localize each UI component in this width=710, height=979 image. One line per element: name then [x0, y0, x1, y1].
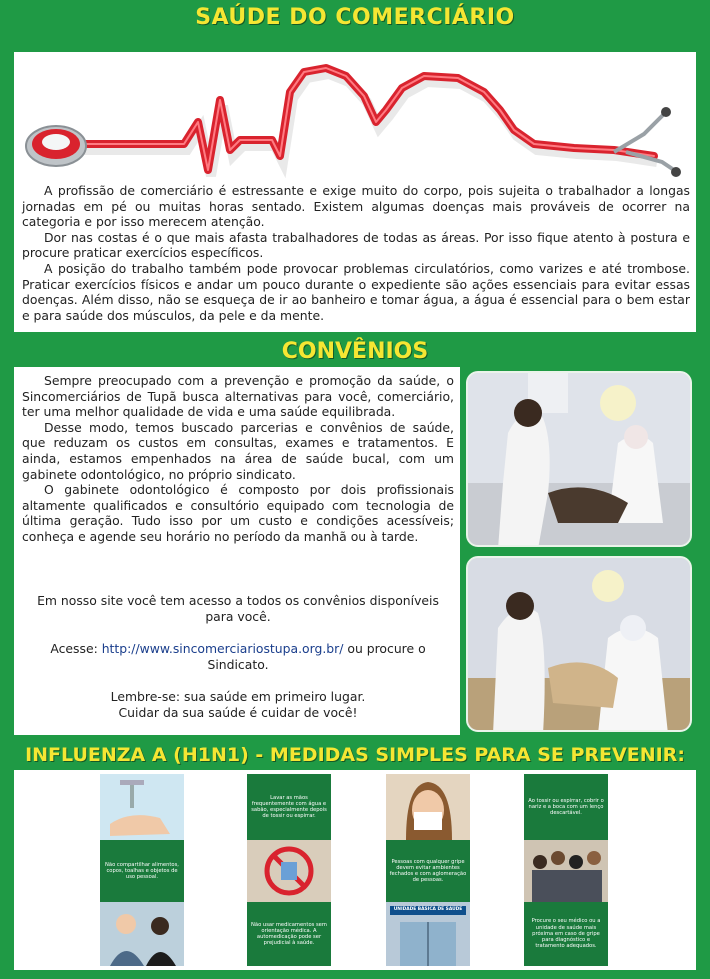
prevention-card	[524, 774, 608, 966]
dental-office-photo-2	[466, 556, 692, 732]
handwashing-sink-image	[100, 774, 184, 840]
section-saude-box	[14, 52, 696, 332]
health-unit-sign: UNIDADE BÁSICA DE SAÚDE	[393, 907, 463, 912]
saude-paragraph: A posição do trabalho também pode provocar problemas circulatórios, como varizes e até trombose. Praticar exercícios físicos e andar um pouco durante o expediente são ações essenciais para evitar essas doenças. Além disso, não se esqueça de ir ao banheiro e tomar água, a água é essencial para o bem estar e para saúde dos músculos, da pele e da mente.	[22, 260, 690, 323]
health-unit-image	[386, 902, 470, 966]
closing-line-2: Cuidar da sua saúde é cuidar de você!	[118, 705, 358, 720]
dental-office-photo-1	[466, 371, 692, 547]
section-title-saude: SAÚDE DO COMERCIÁRIO	[195, 5, 515, 30]
prevention-card	[247, 774, 331, 966]
convenios-text-body	[22, 373, 454, 545]
card-text-bottom: Procure o seu médico ou a unidade de saúde mais próxima em caso de gripe para diagnóstico e tratamento adequados.	[524, 902, 608, 966]
section-title-convenios: CONVÊNIOS	[281, 339, 429, 364]
convenios-paragraph: Sempre preocupado com a prevenção e promoção da saúde, o Sincomerciários de Tupã busca alternativas para você, comerciário, ter uma melhor qualidade de vida e uma saúde equilibrada.	[22, 373, 454, 420]
access-suffix: ou procure o Sindicato.	[207, 641, 426, 672]
section-influenza-box	[14, 770, 696, 970]
section-title-influenza: INFLUENZA A (H1N1) - MEDIDAS SIMPLES PARA SE PREVENIR:	[25, 744, 685, 766]
card-text-bottom: Não compartilhar alimentos, copos, toalhas e objetos de uso pessoal.	[100, 840, 184, 902]
card-text-bottom: Não usar medicamentos sem orientação médica. A automedicação pode ser prejudicial à saúde.	[247, 902, 331, 966]
sneezing-woman-image	[386, 774, 470, 840]
convenios-paragraph: Desse modo, temos buscado parcerias e convênios de saúde, que reduzam os custos em consultas, exames e tratamentos. E ainda, estamos empenhados na área de saúde bucal, com um gabinete odontológico, no próprio sindicato.	[22, 419, 454, 482]
convenios-paragraph: O gabinete odontológico é composto por dois profissionais altamente qualificados e consultório equipado com tecnologia de última geração. Tudo isso por um custo e condições acessíveis; conheça e agende seu horário no período da manhã ou à tarde.	[22, 482, 454, 544]
prevention-card	[386, 774, 470, 966]
crowd-image	[524, 840, 608, 902]
section-convenios-box	[14, 367, 460, 735]
stethoscope-heartbeat-illustration	[14, 52, 696, 180]
site-link[interactable]: http://www.sincomerciariostupa.org.br/	[101, 641, 344, 656]
saude-text-body	[22, 183, 690, 323]
no-medication-sign-image	[247, 840, 331, 902]
card-text-top: Ao tossir ou espirrar, cobrir o nariz e a boca com um lenço descartável.	[524, 774, 608, 840]
saude-paragraph: A profissão de comerciário é estressante e exige muito do corpo, pois sujeita o trabalhador a longas jornadas em pé ou muitas horas sentado. Existem algumas doenças mais prováveis de ocorrer na categoria e por isso merecem atenção.	[22, 183, 690, 230]
access-line	[22, 641, 454, 672]
site-note: Em nosso site você tem acesso a todos os convênios disponíveis para você.	[37, 593, 439, 624]
closing-line-1: Lembre-se: sua saúde em primeiro lugar.	[110, 689, 366, 704]
doctor-image	[100, 902, 184, 966]
access-prefix: Acesse:	[50, 641, 102, 656]
saude-paragraph: Dor nas costas é o que mais afasta trabalhadores de todas as áreas. Por isso fique atento à postura e procure praticar exercícios específicos.	[22, 229, 690, 261]
prevention-card	[100, 774, 184, 966]
card-text-top: Lavar as mãos frequentemente com água e sabão, especialmente depois de tossir ou espirrar.	[247, 774, 331, 840]
card-text-bottom: Pessoas com qualquer gripe devem evitar ambientes fechados e com aglomeração de pessoas.	[386, 840, 470, 902]
